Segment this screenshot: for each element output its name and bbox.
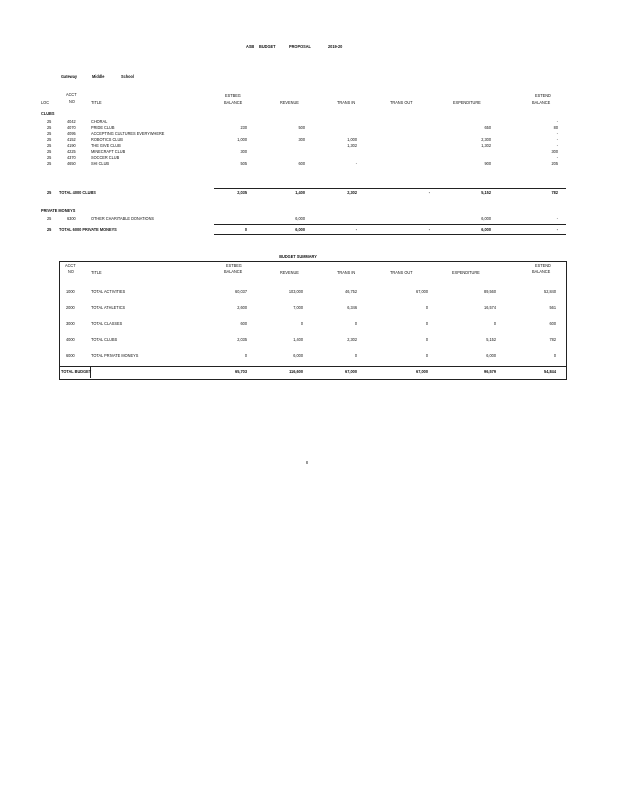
estend-cell: - xyxy=(556,119,558,124)
estend-cell: - xyxy=(556,155,558,160)
trans-in-cell: 2,302 xyxy=(347,337,357,342)
loc-cell: 25 xyxy=(47,227,52,232)
total-revenue: 6,000 xyxy=(295,227,305,232)
loc-cell: 25 xyxy=(47,155,52,160)
title-cell: TOTAL CLASSES xyxy=(91,321,123,326)
expenditure-cell: 0 xyxy=(493,321,496,326)
total-estbeg: 2,035 xyxy=(237,190,247,195)
revenue-cell: 600 xyxy=(298,161,305,166)
school-name-word: Middle xyxy=(92,74,105,79)
header-word: 2019-20 xyxy=(328,44,343,49)
total-label: TOTAL 4000 CLUBS xyxy=(59,190,96,195)
expenditure-cell: 6,000 xyxy=(486,353,496,358)
total-trans-out: - xyxy=(428,227,430,232)
school-name-word: School xyxy=(121,74,135,79)
page-number: 8 xyxy=(305,460,309,465)
total-trans-in: - xyxy=(355,227,357,232)
revenue-cell: 300 xyxy=(298,137,305,142)
trans-in-cell: 6,346 xyxy=(347,305,357,310)
expenditure-cell: 6,000 xyxy=(481,216,491,221)
expenditure-cell: 650 xyxy=(484,125,491,130)
expenditure-header: EXPENDITURE xyxy=(453,100,481,105)
estend-cell: 782 xyxy=(549,337,556,342)
loc-cell: 25 xyxy=(47,149,52,154)
total-estbeg: 0 xyxy=(244,227,247,232)
revenue-cell: 1,400 xyxy=(293,337,303,342)
estend-cell: 600 xyxy=(549,321,556,326)
estend-cell: - xyxy=(556,216,558,221)
acct-cell: 3000 xyxy=(66,321,75,326)
acct-cell: 4042 xyxy=(67,119,76,124)
trans-out-cell: 0 xyxy=(425,353,428,358)
total-rule xyxy=(214,234,566,235)
acct-cell: 4070 xyxy=(67,125,76,130)
estend-cell: - xyxy=(556,143,558,148)
total-expenditure: 96,579 xyxy=(484,369,496,374)
estbeg-header: ESTBEG xyxy=(226,263,242,268)
loc-cell: 25 xyxy=(47,119,52,124)
loc-cell: 25 xyxy=(47,143,52,148)
trans-in-cell: - xyxy=(355,161,357,166)
estend-cell: 52,840 xyxy=(544,289,556,294)
trans-in-header: TRANS IN xyxy=(337,270,356,275)
header-word: ASB xyxy=(246,44,255,49)
estend-cell: 80 xyxy=(553,125,558,130)
expenditure-cell: 16,574 xyxy=(484,305,496,310)
acct-header: NO xyxy=(68,269,74,274)
loc-cell: 25 xyxy=(47,125,52,130)
header-word: PROPOSAL xyxy=(289,44,311,49)
acct-header: ACCT xyxy=(66,92,77,97)
acct-cell: 1000 xyxy=(66,289,75,294)
estend-cell: - xyxy=(556,131,558,136)
loc-cell: 25 xyxy=(47,161,52,166)
acct-cell: 4225 xyxy=(67,149,76,154)
trans-in-cell: 1,000 xyxy=(347,137,357,142)
estend-cell: - xyxy=(556,137,558,142)
estbeg-cell: 505 xyxy=(240,161,247,166)
total-trans-in: 2,302 xyxy=(347,190,357,195)
total-expenditure: 5,152 xyxy=(481,190,491,195)
expenditure-cell: 2,300 xyxy=(481,137,491,142)
acct-cell: 6000 xyxy=(66,353,75,358)
title-cell: SOCCER CLUB xyxy=(91,155,120,160)
acct-cell: 4370 xyxy=(67,155,76,160)
estend-header: BALANCE xyxy=(532,100,551,105)
summary-title: BUDGET SUMMARY xyxy=(279,254,317,259)
estend-header: BALANCE xyxy=(532,269,551,274)
trans-out-header: TRANS OUT xyxy=(390,270,413,275)
expenditure-header: EXPENDITURE xyxy=(452,270,480,275)
estbeg-cell: 2,035 xyxy=(237,337,247,342)
estend-cell: 300 xyxy=(551,149,558,154)
loc-cell: 25 xyxy=(47,137,52,142)
total-revenue: 1,400 xyxy=(295,190,305,195)
estbeg-cell: 60,037 xyxy=(235,289,247,294)
title-cell: ROBOTICS CLUB xyxy=(91,137,123,142)
acct-cell: 4190 xyxy=(67,143,76,148)
trans-in-cell: 1,302 xyxy=(347,143,357,148)
title-cell: CHORAL xyxy=(91,119,108,124)
expenditure-cell: 900 xyxy=(484,161,491,166)
acct-cell: 4095 xyxy=(67,131,76,136)
total-estend: 782 xyxy=(551,190,558,195)
title-cell: ACCEPTING CULTURES EVERYWHERE xyxy=(91,131,165,136)
estbeg-cell: 1,000 xyxy=(237,137,247,142)
estend-cell: 205 xyxy=(551,161,558,166)
estbeg-cell: 0 xyxy=(244,353,247,358)
title-header: TITLE xyxy=(91,270,102,275)
revenue-cell: 6,000 xyxy=(293,353,303,358)
revenue-cell: 0 xyxy=(300,321,303,326)
title-cell: SHI CLUB xyxy=(91,161,110,166)
title-cell: TOTAL ACTIVITIES xyxy=(91,289,126,294)
estbeg-header: ESTBEG xyxy=(225,93,241,98)
estbeg-header: BALANCE xyxy=(224,269,243,274)
acct-cell: 2000 xyxy=(66,305,75,310)
acct-header: NO xyxy=(69,99,75,104)
acct-cell: 4000 xyxy=(66,337,75,342)
title-cell: MINECRAFT CLUB xyxy=(91,149,126,154)
section-label: PRIVATE MONEYS xyxy=(41,208,76,213)
acct-cell: 6300 xyxy=(67,216,76,221)
revenue-header: REVENUE xyxy=(280,270,299,275)
revenue-header: REVENUE xyxy=(280,100,299,105)
expenditure-cell: 1,302 xyxy=(481,143,491,148)
expenditure-cell: 5,152 xyxy=(486,337,496,342)
trans-in-cell: 0 xyxy=(354,353,357,358)
school-name-word: Gateway xyxy=(61,74,78,79)
header-word: BUDGET xyxy=(259,44,276,49)
acct-cell: 4152 xyxy=(67,137,76,142)
title-header: TITLE xyxy=(91,100,102,105)
estend-header: ESTEND xyxy=(535,93,551,98)
loc-cell: 25 xyxy=(47,190,52,195)
estend-cell: 561 xyxy=(549,305,556,310)
total-trans-out: 67,000 xyxy=(416,369,428,374)
trans-in-header: TRANS IN xyxy=(337,100,356,105)
title-cell: TOTAL ATHLETICS xyxy=(91,305,126,310)
estend-header: ESTEND xyxy=(535,263,551,268)
summary-total-rule xyxy=(59,366,566,367)
trans-in-cell: 0 xyxy=(354,321,357,326)
revenue-cell: 103,000 xyxy=(288,289,303,294)
title-cell: THE GIVE CLUB xyxy=(91,143,121,148)
trans-in-cell: 46,752 xyxy=(345,289,357,294)
total-estbeg: 65,703 xyxy=(235,369,247,374)
acct-header: ACCT xyxy=(65,263,76,268)
revenue-cell: 7,000 xyxy=(293,305,303,310)
trans-out-header: TRANS OUT xyxy=(390,100,413,105)
total-trans-out: - xyxy=(428,190,430,195)
title-cell: TOTAL PRIVATE MONEYS xyxy=(91,353,139,358)
subtotal-rule xyxy=(214,188,566,189)
trans-out-cell: 0 xyxy=(425,305,428,310)
total-label: TOTAL 6000 PRIVATE MONEYS xyxy=(59,227,117,232)
title-cell: TOTAL CLUBS xyxy=(91,337,118,342)
loc-header: LOC xyxy=(41,100,50,105)
section-label: CLUBS xyxy=(41,111,55,116)
estbeg-cell: 300 xyxy=(240,149,247,154)
revenue-cell: 6,000 xyxy=(295,216,305,221)
trans-out-cell: 0 xyxy=(425,337,428,342)
estbeg-cell: 2,600 xyxy=(237,305,247,310)
expenditure-cell: 89,560 xyxy=(484,289,496,294)
total-estend: - xyxy=(556,227,558,232)
title-cell: PRIDE CLUB xyxy=(91,125,115,130)
estbeg-cell: 600 xyxy=(240,321,247,326)
estbeg-header: BALANCE xyxy=(224,100,243,105)
trans-out-cell: 67,000 xyxy=(416,289,428,294)
estend-cell: 0 xyxy=(553,353,556,358)
estbeg-cell: 230 xyxy=(240,125,247,130)
title-cell: OTHER CHARITABLE DONATIONS xyxy=(91,216,154,221)
total-revenue: 116,600 xyxy=(289,369,303,374)
total-estend: 54,844 xyxy=(544,369,556,374)
total-trans-in: 67,000 xyxy=(345,369,357,374)
total-label: TOTAL BUDGET xyxy=(61,369,92,374)
subtotal-rule xyxy=(214,224,566,225)
loc-cell: 25 xyxy=(47,131,52,136)
acct-cell: 4650 xyxy=(67,161,76,166)
revenue-cell: 500 xyxy=(298,125,305,130)
loc-cell: 25 xyxy=(47,216,52,221)
total-expenditure: 6,000 xyxy=(481,227,491,232)
trans-out-cell: 0 xyxy=(425,321,428,326)
